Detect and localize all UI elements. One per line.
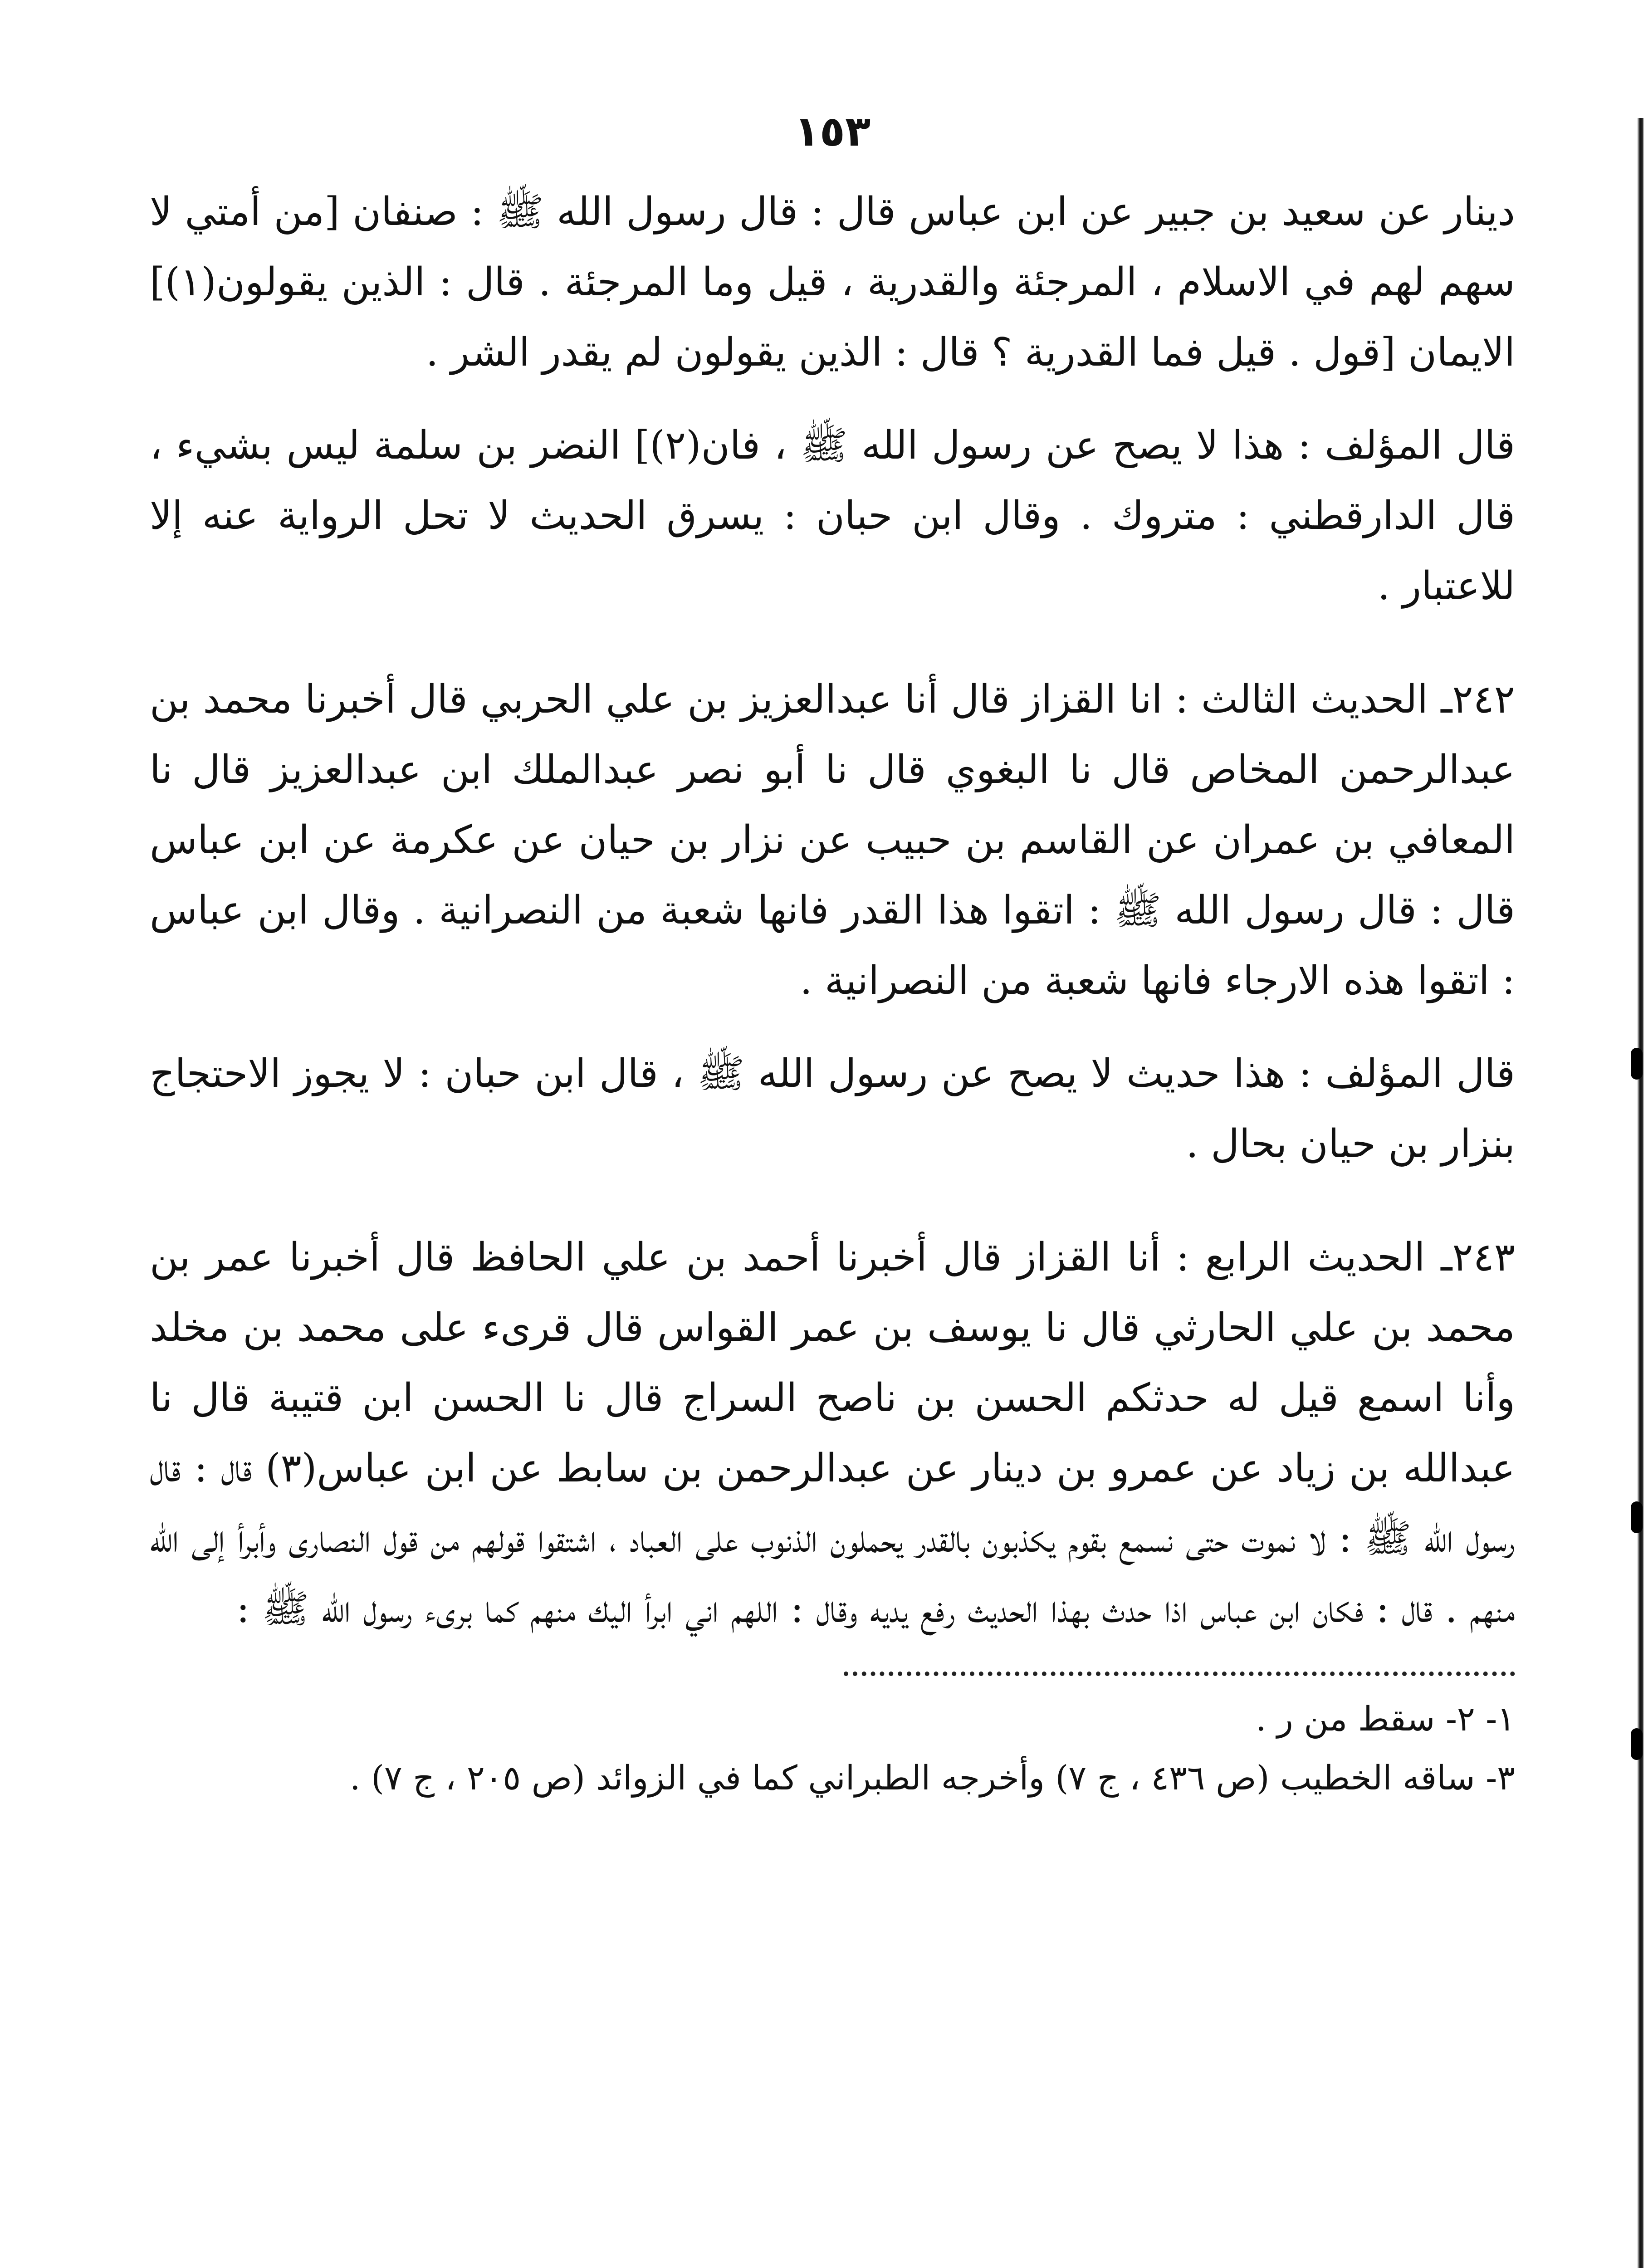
page-binding-edge xyxy=(1637,118,1643,2268)
footnotes xyxy=(150,1690,1515,1808)
paragraph-author-comment-2: قال المؤلف : هذا حديث لا يصح عن رسول الله ﷺ ، قال ابن حبان : لا يجوز الاحتجاج بنزار بن حيان بحال . xyxy=(150,1051,1515,1167)
edge-mark xyxy=(1631,1501,1643,1533)
page-number: ١٥٣ xyxy=(794,107,871,156)
edge-mark xyxy=(1631,1728,1643,1760)
edge-mark xyxy=(1631,1048,1643,1080)
footnote-separator xyxy=(844,1672,1515,1676)
paragraph-author-comment-1: قال المؤلف : هذا لا يصح عن رسول الله ﷺ ، فان(٢)] النضر بن سلمة ليس بشيء ، قال الدارقطني : متروك . وقال ابن حبان : يسرق الحديث لا تحل الرواية عنه إلا للاعتبار . xyxy=(150,423,1515,609)
paragraph-hadith-continuation: دينار عن سعيد بن جبير عن ابن عباس قال : قال رسول الله ﷺ : صنفان [من أمتي لا سهم لهم في الاسلام ، المرجئة والقدرية ، قيل وما المرجئة . قال : الذين يقولون(١)] الايمان [قول . قيل فما القدرية ؟ قال : الذين يقولون لم يقدر الشر . xyxy=(150,189,1515,375)
footnote-1-2: ١- ٢- سقط من ر . xyxy=(1255,1700,1515,1739)
paragraph-hadith-242: ٢٤٢ـ الحديث الثالث : انا القزاز قال أنا عبدالعزيز بن علي الحربي قال أخبرنا محمد بن عبدالرحمن المخاص قال نا البغوي قال نا أبو نصر عبدالملك ابن عبدالعزيز قال نا المعافي بن عمران عن القاسم بن حبيب عن نزار بن حيان عن عكرمة عن ابن عباس قال : قال رسول الله ﷺ : اتقوا هذا القدر فانها شعبة من النصرانية . وقال ابن عباس : اتقوا هذه الارجاء فانها شعبة من النصرانية . xyxy=(150,677,1515,1003)
paragraph-hadith-243: ٢٤٣ـ الحديث الرابع : أنا القزاز قال أخبرنا أحمد بن علي الحافظ قال أخبرنا عمر بن محمد بن علي الحارثي قال نا يوسف بن عمر القواس قال قرىء على محمد بن مخلد وأنا اسمع قيل له حدثكم الحسن بن ناصح السراج قال نا الحسن ابن قتيبة قال نا عبدالله بن زياد عن عمرو بن دينار عن عبدالرحمن بن سابط عن ابن عباس(٣) قال : قال رسول الله ﷺ : لا نموت حتى نسمع بقوم يكذبون بالقدر يحملون الذنوب على العباد ، اشتقوا قولهم من قول النصارى وأبرأ إلى الله منهم . قال : فكان ابن عباس اذا حدث بهذا الحديث رفع يديه وقال : اللهم اني ابرأ اليك منهم كما برىء رسول الله ﷺ : xyxy=(150,1235,1515,1632)
footnote-3: ٣- ساقه الخطيب (ص ٤٣٦ ، ج ٧) وأخرجه الطبراني كما في الزوائد (ص ٢٠٥ ، ج ٧) . xyxy=(350,1759,1515,1798)
book-page xyxy=(150,104,1515,2268)
